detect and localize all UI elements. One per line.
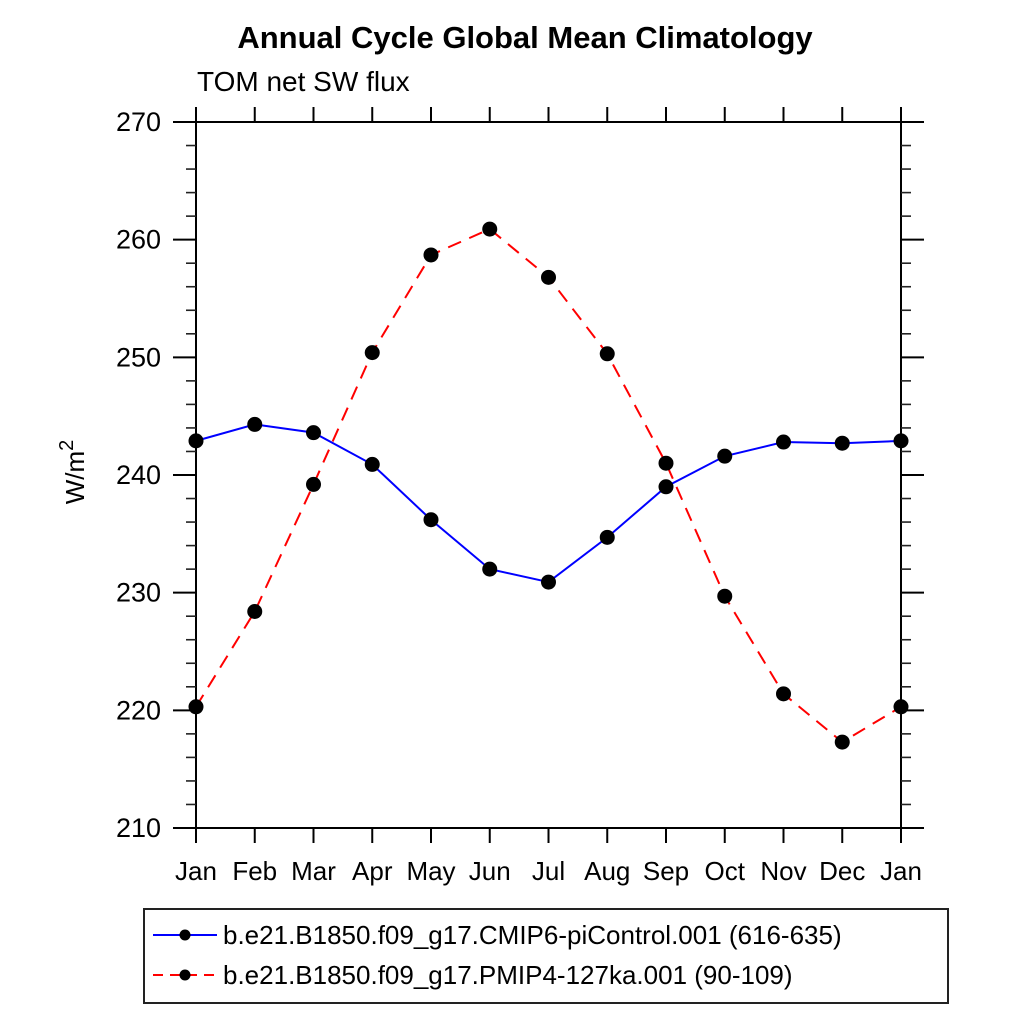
legend-marker-dot xyxy=(180,970,191,981)
series-line-0 xyxy=(196,424,901,582)
data-point-marker xyxy=(835,436,850,451)
data-point-marker xyxy=(365,345,380,360)
data-point-marker xyxy=(717,449,732,464)
x-tick-label: Mar xyxy=(291,856,336,886)
y-tick-label: 230 xyxy=(115,577,161,608)
y-tick-label: 210 xyxy=(115,813,161,843)
legend-marker-dot xyxy=(180,930,191,941)
x-tick-label: May xyxy=(406,856,456,886)
data-point-marker xyxy=(894,699,909,714)
legend-label-pmip4: b.e21.B1850.f09_g17.PMIP4-127ka.001 (90-109) xyxy=(223,959,793,990)
x-tick-label: Apr xyxy=(352,856,393,886)
y-tick-label: 260 xyxy=(115,224,161,255)
data-point-marker xyxy=(189,699,204,714)
data-point-marker xyxy=(717,589,732,604)
y-tick-label: 220 xyxy=(115,695,161,726)
y-tick-label: 240 xyxy=(115,460,161,490)
data-point-marker xyxy=(365,457,380,472)
x-tick-label: Jan xyxy=(880,856,922,886)
legend-line-sample-red-dashed xyxy=(150,964,220,986)
x-tick-label: Sep xyxy=(642,856,690,886)
data-point-marker xyxy=(424,247,439,262)
data-point-marker xyxy=(189,433,204,448)
x-tick-label: Jul xyxy=(531,856,566,886)
x-tick-label: Oct xyxy=(704,856,745,886)
x-tick-label: Jan xyxy=(175,856,217,886)
legend-item-picontrol xyxy=(145,915,947,955)
data-point-marker xyxy=(835,735,850,750)
data-point-marker xyxy=(306,477,321,492)
legend-line-sample-blue-solid xyxy=(150,924,220,946)
plot-frame xyxy=(196,122,901,828)
data-point-marker xyxy=(482,562,497,577)
data-point-marker xyxy=(482,222,497,237)
data-point-marker xyxy=(306,425,321,440)
data-point-marker xyxy=(247,417,262,432)
legend xyxy=(143,908,949,1004)
data-point-marker xyxy=(600,530,615,545)
legend-label-picontrol: b.e21.B1850.f09_g17.CMIP6-piControl.001 (616-635) xyxy=(223,919,842,950)
x-tick-label: Dec xyxy=(819,856,866,886)
data-point-marker xyxy=(541,575,556,590)
data-point-marker xyxy=(894,433,909,448)
chart-subtitle: TOM net SW flux xyxy=(197,66,410,97)
y-tick-label: 270 xyxy=(115,107,161,137)
data-point-marker xyxy=(541,270,556,285)
x-tick-label: Jun xyxy=(468,856,511,886)
x-tick-label: Aug xyxy=(584,856,631,886)
chart-title: Annual Cycle Global Mean Climatology xyxy=(237,20,813,55)
x-tick-label: Nov xyxy=(760,856,807,886)
data-point-marker xyxy=(247,604,262,619)
y-tick-label: 250 xyxy=(115,342,161,373)
series-line-1 xyxy=(196,229,901,742)
data-point-marker xyxy=(659,456,674,471)
legend-item-pmip4 xyxy=(145,955,947,995)
data-point-marker xyxy=(424,512,439,527)
x-tick-label: Feb xyxy=(232,856,278,886)
data-point-marker xyxy=(776,686,791,701)
data-point-marker xyxy=(600,346,615,361)
data-point-marker xyxy=(776,435,791,450)
data-point-marker xyxy=(659,479,674,494)
y-axis-title: $W/m^2$ xyxy=(56,439,90,505)
